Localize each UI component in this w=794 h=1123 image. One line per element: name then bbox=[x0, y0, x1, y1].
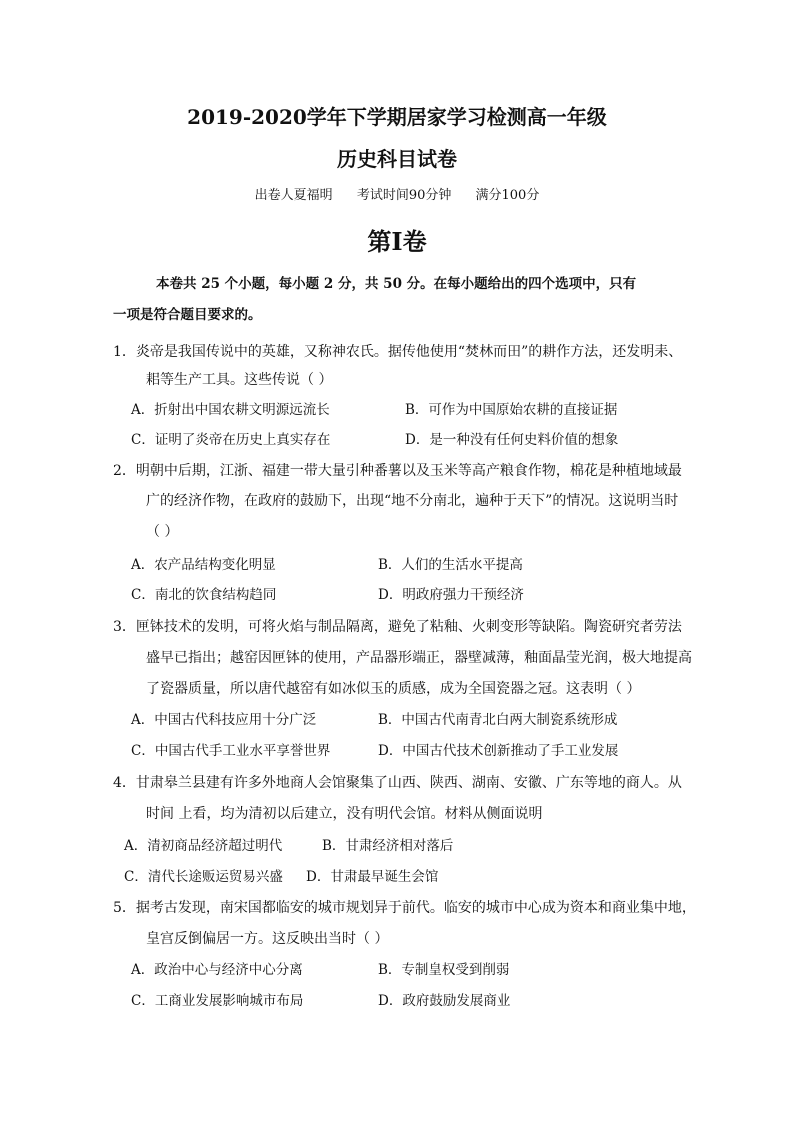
question-3-option-d: D．中国古代技术创新推动了手工业发展 bbox=[378, 743, 619, 759]
question-2-option-b: B．人们的生活水平提高 bbox=[378, 557, 523, 573]
question-4-option-d: D．甘肃最早诞生会馆 bbox=[306, 869, 439, 885]
question-2-line-2: 广的经济作物，在政府的鼓励下，出现“地不分南北，遍种于天下”的情况。这说明当时 bbox=[146, 493, 679, 509]
question-2-option-a: A．农产品结构变化明显 bbox=[131, 557, 276, 573]
volume-heading: 第Ⅰ卷 bbox=[367, 227, 427, 256]
question-5-option-a: A．政治中心与经济中心分离 bbox=[131, 962, 303, 978]
question-1-option-a: A．折射出中国农耕文明源远流长 bbox=[131, 402, 330, 418]
question-4-line-1: 4．甘肃皋兰县建有许多外地商人会馆聚集了山西、陕西、湖南、安徽、广东等地的商人。从 bbox=[113, 775, 682, 791]
question-1-option-c: C．证明了炎帝在历史上真实存在 bbox=[131, 432, 331, 448]
full-score: 满分100分 bbox=[475, 188, 540, 203]
question-4-option-c: C．清代长途贩运贸易兴盛 bbox=[124, 869, 283, 885]
question-5-option-c: C．工商业发展影响城市布局 bbox=[131, 993, 304, 1009]
question-3-option-c: C．中国古代手工业水平享誉世界 bbox=[131, 743, 331, 759]
question-3-line-3: 了瓷器质量，所以唐代越窑有如冰似玉的质感，成为全国瓷器之冠。这表明（ ） bbox=[146, 681, 641, 697]
question-2-line-1: 2．明朝中后期，江浙、福建一带大量引种番薯以及玉米等高产粮食作物，棉花是种植地域最 bbox=[113, 463, 682, 479]
question-4-option-a: A．清初商品经济超过明代 bbox=[124, 838, 283, 854]
instructions-line-1: 本卷共 25 个小题，每小题 2 分，共 50 分。在每小题给出的四个选项中，只有 bbox=[156, 276, 637, 292]
instructions-line-2: 一项是符合题目要求的。 bbox=[113, 307, 262, 323]
question-2-option-d: D．明政府强力干预经济 bbox=[378, 587, 524, 603]
question-2-option-c: C．南北的饮食结构趋同 bbox=[131, 587, 277, 603]
exam-time: 考试时间90分钟 bbox=[356, 188, 452, 203]
question-3-line-1: 3．匣钵技术的发明，可将火焰与制品隔离，避免了粘釉、火刺变形等缺陷。陶瓷研究者劳法 bbox=[113, 619, 682, 635]
exam-meta bbox=[0, 184, 794, 208]
question-3-option-a: A．中国古代科技应用十分广泛 bbox=[131, 712, 317, 728]
question-5-option-d: D．政府鼓励发展商业 bbox=[378, 993, 511, 1009]
question-3-option-b: B．中国古代南青北白两大制瓷系统形成 bbox=[378, 712, 618, 728]
question-3-line-2: 盛早已指出；越窑因匣钵的使用，产品器形端正，器壁减薄，釉面晶莹光润，极大地提高 bbox=[146, 650, 692, 666]
author: 出卷人夏福明 bbox=[254, 188, 333, 203]
subject-title: 历史科目试卷 bbox=[337, 147, 457, 171]
question-1-option-b: B．可作为中国原始农耕的直接证据 bbox=[405, 402, 618, 418]
question-2-line-3: （ ） bbox=[146, 524, 179, 540]
question-5-option-b: B．专制皇权受到削弱 bbox=[378, 962, 510, 978]
question-4-option-b: B．甘肃经济相对落后 bbox=[322, 838, 454, 854]
question-5-line-2: 皇宫反倒偏居一方。这反映出当时（ ） bbox=[146, 931, 389, 947]
question-1-line-2: 耜等生产工具。这些传说（ ） bbox=[146, 372, 333, 388]
question-1-line-1: 1．炎帝是我国传说中的英雄，又称神农氏。据传他使用“焚林而田”的耕作方法，还发明耒、 bbox=[113, 344, 683, 360]
question-1-option-d: D．是一种没有任何史料价值的想象 bbox=[405, 432, 619, 448]
exam-title: 2019-2020学年下学期居家学习检测高一年级 bbox=[187, 105, 607, 129]
question-5-line-1: 5．据考古发现，南宋国都临安的城市规划异于前代。临安的城市中心成为资本和商业集中地， bbox=[113, 900, 696, 916]
question-4-line-2: 时间 上看，均为清初以后建立，没有明代会馆。材料从侧面说明 bbox=[146, 806, 543, 822]
